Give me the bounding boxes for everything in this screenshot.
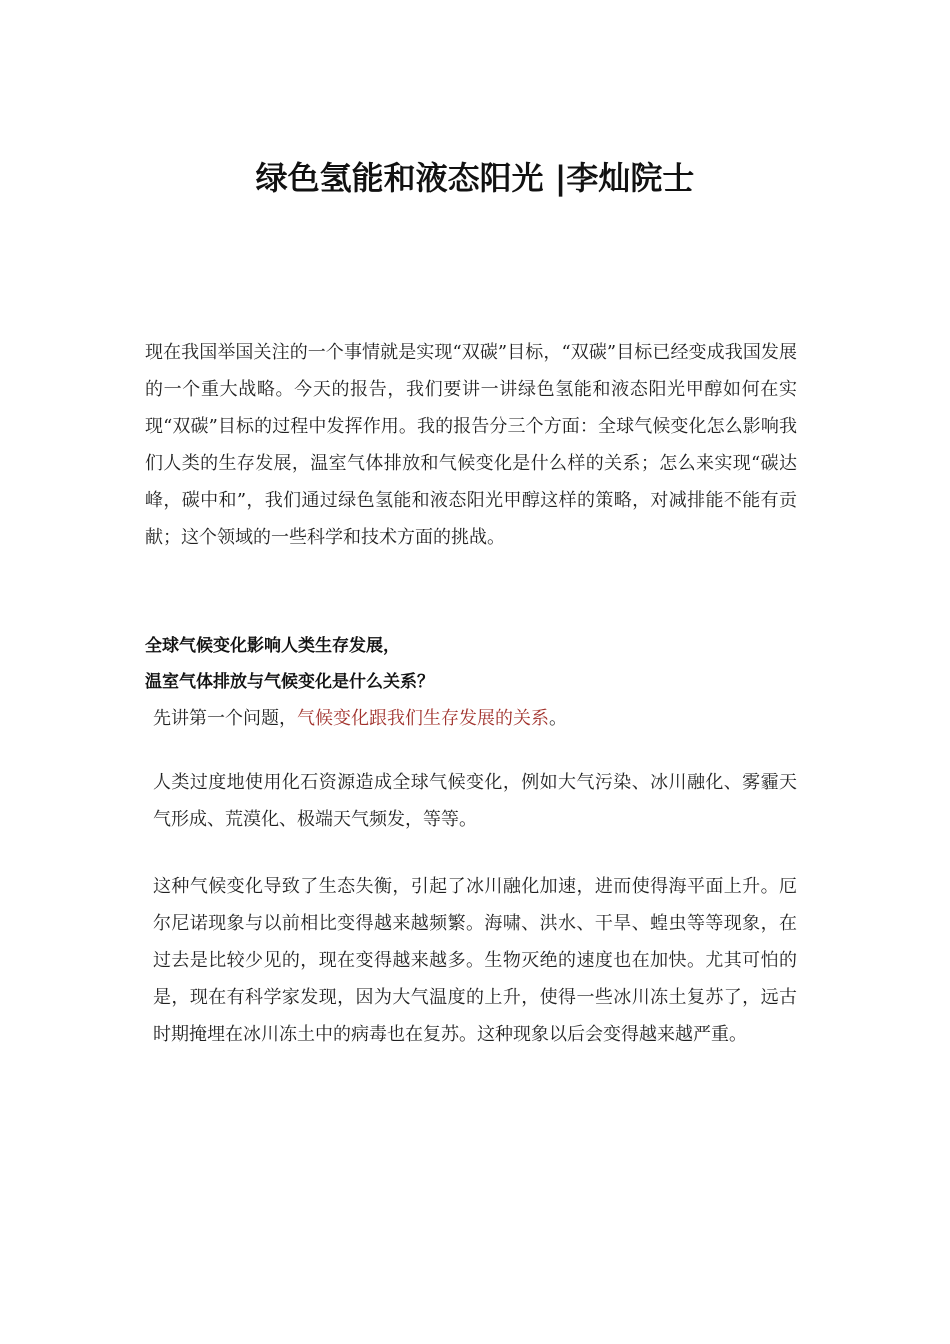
- paragraph-2: 人类过度地使用化石资源造成全球气候变化，例如大气污染、冰川融化、雾霾天气形成、荒漠化、极端天气频发，等等。: [153, 772, 797, 830]
- lead-suffix: 。: [549, 708, 567, 729]
- lead-prefix: 先讲第一个问题，: [153, 708, 297, 729]
- intro-paragraph: 现在我国举国关注的一个事情就是实现“双碳”目标，“双碳”目标已经变成我国发展的一个重大战略。今天的报告，我们要讲一讲绿色氢能和液态阳光甲醇如何在实现“双碳”目标的过程中发挥作用。我的报告分三个方面：全球气候变化怎么影响我们人类的生存发展，温室气体排放和气候变化是什么样的关系；怎么来实现“碳达峰，碳中和”，我们通过绿色氢能和液态阳光甲醇这样的策略，对减排能不能有贡献；这个领域的一些科学和技术方面的挑战。: [145, 342, 797, 548]
- page-title: 绿色氢能和液态阳光 |李灿院士: [255, 159, 695, 197]
- section-heading-line-2: 温室气体排放与气候变化是什么关系？: [145, 672, 434, 692]
- paragraph-3: 这种气候变化导致了生态失衡，引起了冰川融化加速，进而使得海平面上升。厄尔尼诺现象与以前相比变得越来越频繁。海啸、洪水、干旱、蝗虫等等现象，在过去是比较少见的，现在变得越来越多。生物灭绝的速度也在加快。尤其可怕的是，现在有科学家发现，因为大气温度的上升，使得一些冰川冻土复苏了，远古时期掩埋在冰川冻土中的病毒也在复苏。这种现象以后会变得越来越严重。: [153, 876, 797, 1045]
- section-heading-line-1: 全球气候变化影响人类生存发展，: [145, 636, 400, 656]
- lead-highlight: 气候变化跟我们生存发展的关系: [297, 708, 549, 729]
- lead-paragraph: [153, 700, 797, 737]
